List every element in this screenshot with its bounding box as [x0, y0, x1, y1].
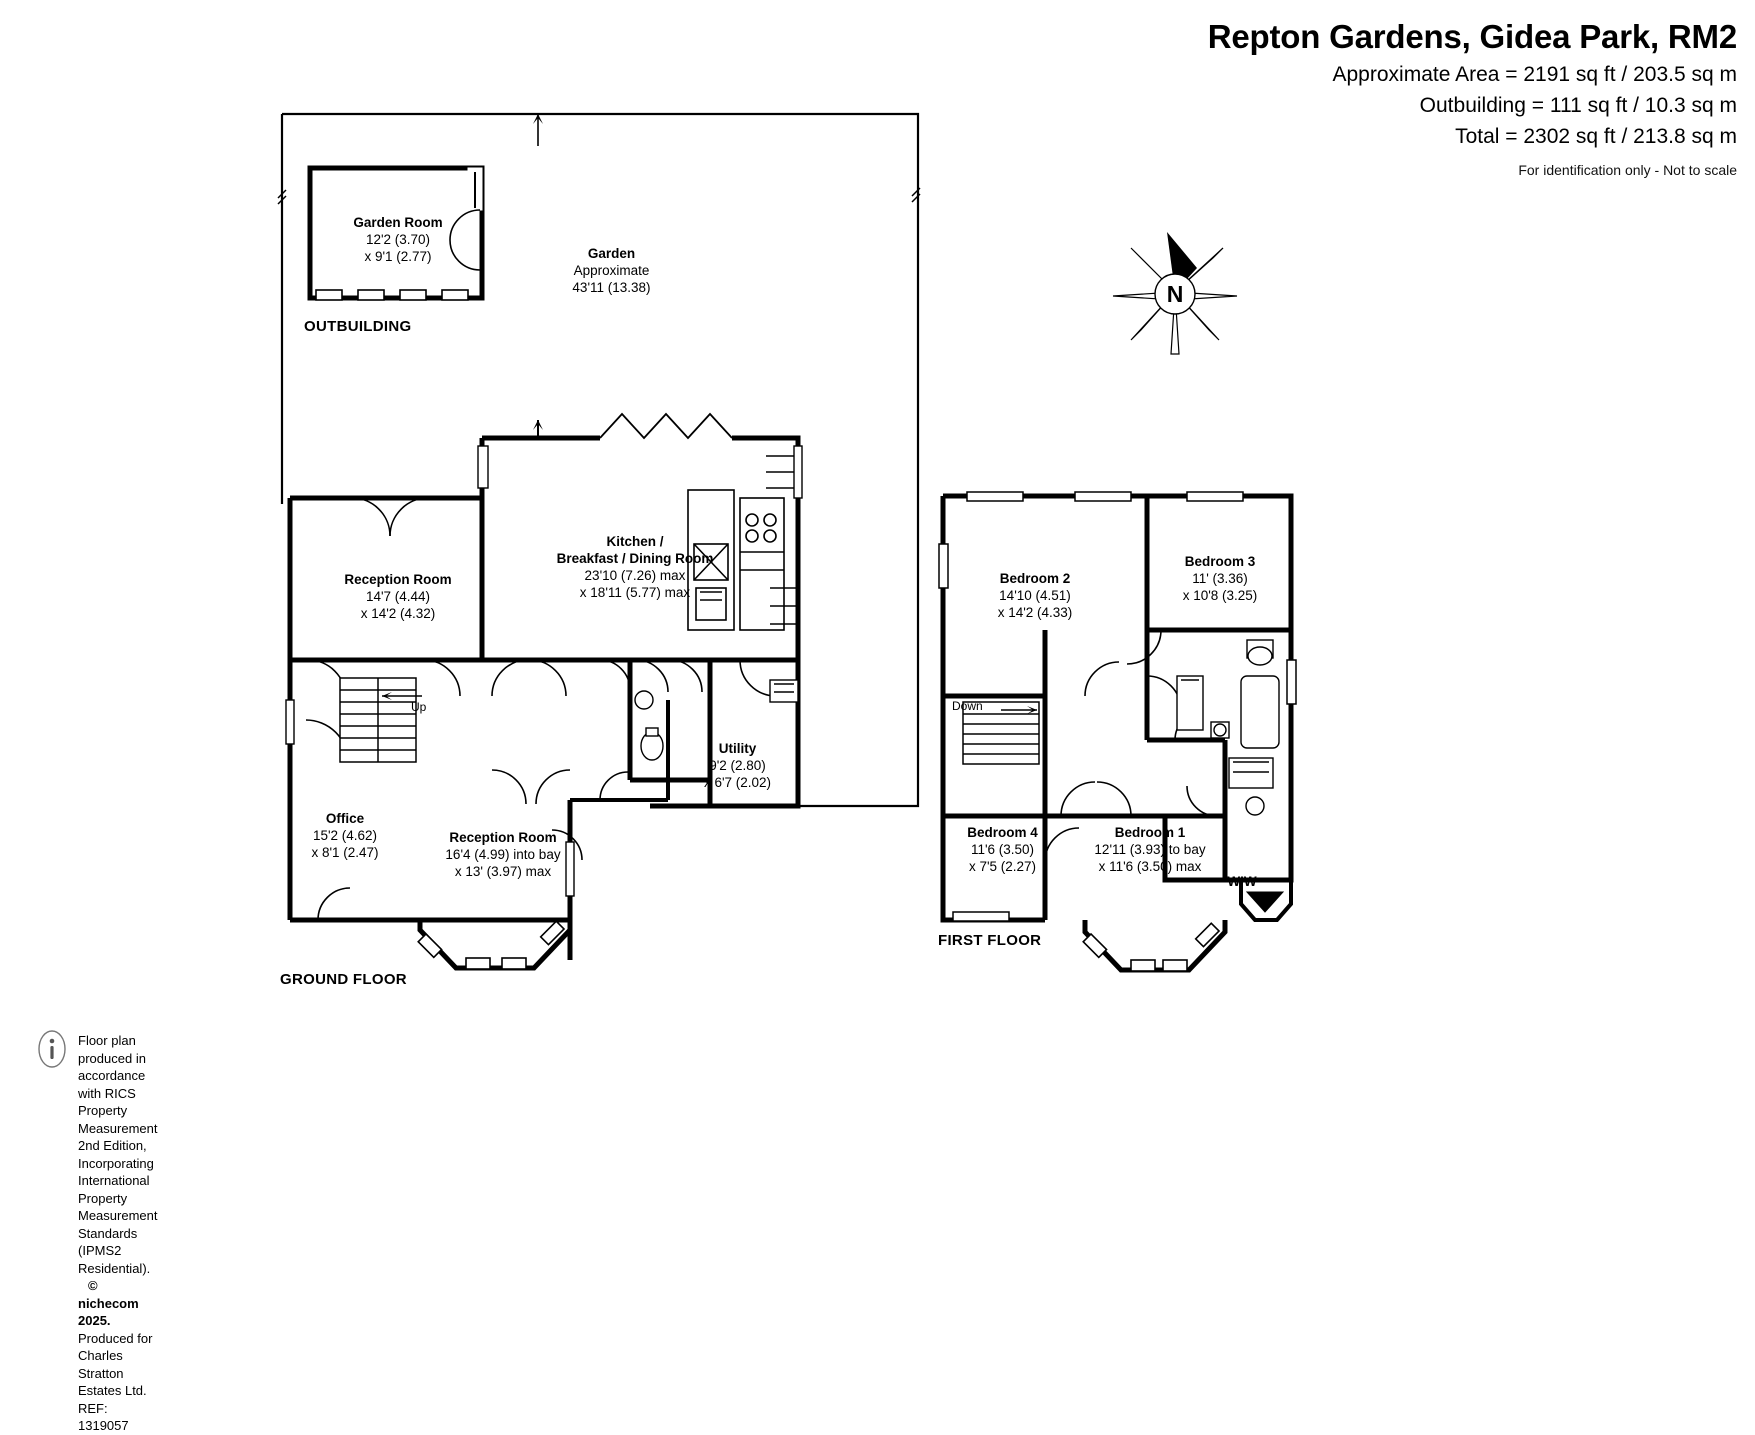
room-label-reception-room-1	[288, 571, 508, 622]
room-label-garden-room	[308, 214, 488, 265]
stairs-up-label: Up	[411, 700, 427, 714]
first-floor-tag: FIRST FLOOR	[938, 932, 1042, 949]
footer-line-1: Floor plan produced in accordance with RICS Property Measurement 2nd Edition,	[78, 1033, 158, 1153]
room-dim-1: 23'10 (7.26) max	[584, 568, 686, 583]
outbuilding-tag: OUTBUILDING	[304, 318, 412, 335]
disclaimer-text: For identification only - Not to scale	[1518, 162, 1737, 178]
total-area-text: Total = 2302 sq ft / 213.8 sq m	[1455, 125, 1737, 148]
room-label-wiw	[1212, 873, 1272, 890]
info-icon	[38, 1030, 66, 1068]
room-dim-1: 14'10 (4.51)	[999, 588, 1071, 603]
room-dim-2: x 6'7 (2.02)	[703, 775, 772, 790]
room-dim-1: 9'2 (2.80)	[709, 758, 766, 773]
room-dim-1: 11'6 (3.50)	[970, 842, 1035, 857]
room-name-line2: Breakfast / Dining Room	[556, 551, 714, 566]
room-name: Utility	[718, 741, 757, 756]
compass-rose-icon	[1105, 222, 1245, 362]
room-dim-2: x 14'2 (4.33)	[997, 605, 1073, 620]
room-dim-2: 43'11 (13.38)	[572, 280, 651, 295]
room-dim-1: 16'4 (4.99) into bay	[445, 847, 561, 862]
room-name: Reception Room	[449, 830, 557, 845]
room-dim-2: x 9'1 (2.77)	[364, 249, 432, 264]
page-title: Repton Gardens, Gidea Park, RM2	[1207, 18, 1737, 55]
room-dim-2: x 10'8 (3.25)	[1182, 588, 1258, 603]
room-name: Garden	[587, 246, 636, 261]
room-name: Bedroom 1	[1114, 825, 1186, 840]
header-block	[1208, 18, 1737, 178]
room-label-garden	[524, 245, 699, 296]
footer-line-2a: Incorporating International Property Measurement Standards (IPMS2 Residential).	[78, 1155, 158, 1276]
room-label-bedroom-3	[1130, 553, 1310, 604]
room-label-utility	[665, 740, 810, 791]
ground-floor-tag: GROUND FLOOR	[280, 971, 407, 988]
room-name: Kitchen /	[606, 534, 664, 549]
room-dim-1: 15'2 (4.62)	[312, 828, 378, 843]
room-dim-2: x 13' (3.97) max	[454, 864, 552, 879]
room-name: Bedroom 4	[967, 825, 1038, 840]
room-dim-2: x 14'2 (4.32)	[360, 606, 436, 621]
room-label-bedroom-1	[1050, 824, 1250, 875]
room-dim-2: x 8'1 (2.47)	[311, 845, 379, 860]
room-dim-1: 14'7 (4.44)	[365, 589, 431, 604]
room-dim-1: 11' (3.36)	[1192, 571, 1248, 586]
outbuilding-area-text: Outbuilding = 111 sq ft / 10.3 sq m	[1419, 94, 1737, 117]
room-name: Garden Room	[353, 215, 443, 230]
footer-copyright: © nichecom 2025.	[78, 1278, 139, 1328]
room-dim-2: x 18'11 (5.77) max	[579, 585, 691, 600]
stairs-down-label: Down	[952, 699, 983, 713]
room-dim-2: x 7'5 (2.27)	[968, 859, 1037, 874]
approximate-area-text: Approximate Area = 2191 sq ft / 203.5 sq m	[1332, 63, 1737, 86]
room-name: Bedroom 2	[999, 571, 1071, 586]
room-dim-1: 12'11 (3.93) to bay	[1094, 842, 1206, 857]
room-name: WIW	[1227, 874, 1257, 889]
room-label-kitchen	[490, 533, 780, 601]
room-dim-2: x 11'6 (3.50) max	[1098, 859, 1202, 874]
footer-line-3: Produced for Charles Stratton Estates Ltd. REF: 1319057	[78, 1330, 153, 1433]
room-label-reception-room-2	[393, 829, 613, 880]
room-name: Reception Room	[344, 572, 452, 587]
room-label-bedroom-2	[945, 570, 1125, 621]
room-dim-1: Approximate	[573, 263, 650, 278]
compass-north-letter: N	[1166, 281, 1184, 307]
room-dim-1: 12'2 (3.70)	[365, 232, 431, 247]
room-name: Bedroom 3	[1184, 554, 1256, 569]
room-name: Office	[325, 811, 365, 826]
